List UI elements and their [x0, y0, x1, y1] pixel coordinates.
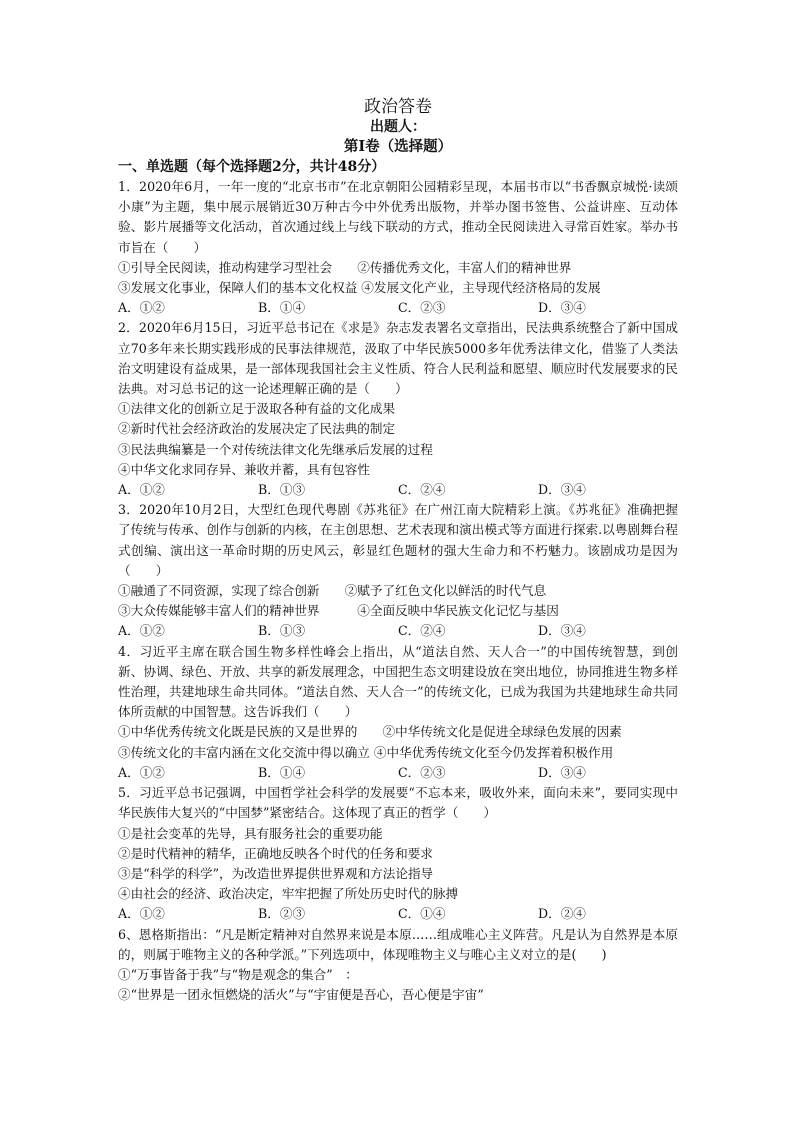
- exam-page: [118, 96, 678, 1005]
- option-a: A．①②: [118, 623, 165, 639]
- answer-options: [118, 904, 678, 924]
- option-c: C．①④: [398, 906, 446, 922]
- question-stem: 4．习近平主席在联合国生物多样性峰会上指出，从“道法自然、天人合一”的中国传统智慧，到创新、协调、绿色、开放、共享的新发展理念，中国把生态文明建设放在突出地位，协同推进生物多样性治理，共建地球生命共同体。“道法自然、天人合一”的传统文化，已成为我国为共建地球生命共同体所贡献的中国智慧。这告诉我们（ ）: [118, 643, 678, 720]
- option-d: D．③④: [538, 623, 586, 639]
- question-stem: 5．习近平总书记强调，中国哲学社会科学的发展要“不忘本来，吸收外来，面向未来”，要同实现中华民族伟大复兴的“中国梦”紧密结合。这体现了真正的哲学（ ）: [118, 785, 678, 821]
- answer-options: [118, 298, 678, 318]
- option-a: A．①②: [118, 300, 165, 316]
- volume-heading: 第Ⅰ卷（选择题）: [343, 138, 453, 155]
- question-4: [118, 642, 678, 783]
- section-heading: 一、单选题（每个选择题2分，共计48分）: [118, 159, 386, 175]
- option-a: A．①②: [118, 764, 165, 780]
- option-c: C．②③: [398, 764, 446, 780]
- statement-line: ①引导全民阅读，推动构建学习型社会 ②传播优秀文化，丰富人们的精神世界: [118, 259, 572, 275]
- question-1: [118, 177, 678, 318]
- option-b: B．①③: [258, 482, 306, 498]
- statement-line: ③是“科学的科学”，为改造世界提供世界观和方法论指导: [118, 865, 434, 881]
- option-a: A．①②: [118, 906, 165, 922]
- answer-options: [118, 480, 678, 500]
- question-6: [118, 925, 678, 1006]
- option-d: D．②④: [538, 906, 586, 922]
- statement-line: ③发展文化事业，保障人们的基本文化权益 ④发展文化产业，主导现代经济格局的发展: [118, 280, 601, 296]
- option-d: D．③④: [538, 764, 586, 780]
- option-c: C．②④: [398, 623, 446, 639]
- option-b: B．②③: [258, 906, 306, 922]
- answer-options: [118, 621, 678, 641]
- statement-line: ②新时代社会经济政治的发展决定了民法典的制定: [118, 421, 396, 437]
- question-3: [118, 500, 678, 641]
- option-d: D．③④: [538, 482, 586, 498]
- statement-line: ④中华文化求同存异、兼收并蓄，具有包容性: [118, 461, 370, 477]
- option-b: B．①④: [258, 764, 306, 780]
- question-stem: 3．2020年10月2日，大型红色现代粤剧《苏兆征》在广州江南大院精彩上演。《苏兆征》准确把握了传统与传承、创作与创新的内核，在主创思想、艺术表现和演出模式等方面进行探索.以粤剧舞台程式创编、演出这一革命时期的历史风云，彰显红色题材的强大生命力和不朽魅力。该剧成功是因为（ ）: [118, 502, 678, 578]
- question-stem: 6、恩格斯指出：“凡是断定精神对自然界来说是本原……组成唯心主义阵营。凡是认为自然界是本原的，则属于唯物主义的各种学派。”下列选项中，体现唯物主义与唯心主义对立的是( ): [118, 926, 678, 962]
- question-stem: 2．2020年6月15日，习近平总书记在《求是》杂志发表署名文章指出，民法典系统整合了新中国成立70多年来长期实践形成的民事法律规范，汲取了中华民族5000多年优秀法律文化，借鉴了人类法治文明建设有益成果，是一部体现我国社会主义性质、符合人民利益和愿望、顺应时代发展要求的民法典。对习总书记的这一论述理解正确的是（ ）: [118, 320, 678, 397]
- statement-line: ③大众传媒能够丰富人们的精神世界 ④全面反映中华民族文化记忆与基因: [118, 603, 559, 619]
- statement-line: ②“世界是一团永恒燃烧的活火”与“宇宙便是吾心，吾心便是宇宙”: [118, 987, 484, 1003]
- statement-line: ①法律文化的创新立足于汲取各种有益的文化成果: [118, 401, 396, 417]
- answer-options: [118, 763, 678, 783]
- question-2: [118, 318, 678, 500]
- option-b: B．①④: [258, 300, 306, 316]
- statement-line: ③传统文化的丰富内涵在文化交流中得以确立 ④中华优秀传统文化至今仍发挥着积极作用: [118, 744, 614, 760]
- author-line: 出题人：: [370, 119, 426, 135]
- statement-line: ④由社会的经济、政治决定，牢牢把握了所处历史时代的脉搏: [118, 886, 459, 902]
- option-d: D．③④: [538, 300, 586, 316]
- question-stem: 1．2020年6月，一年一度的“北京书市”在北京朝阳公园精彩呈现，本届书市以“书香飘京城悦·读颂小康”为主题，集中展示展销近30万种古今中外优秀出版物，并举办图书签售、公益讲座、互动体验、影片展播等文化活动，首次通过线上与线下联动的方式，推动全民阅读进入寻常百姓家。举办书市旨在（ ）: [118, 179, 678, 255]
- statement-line: ①融通了不同资源，实现了综合创新 ②赋予了红色文化以鲜活的时代气息: [118, 583, 547, 599]
- question-5: [118, 783, 678, 924]
- statement-line: ①中华优秀传统文化既是民族的又是世界的 ②中华传统文化是促进全球绿色发展的因素: [118, 724, 622, 740]
- statement-line: ①“万事皆备于我”与“物是观念的集合” ：: [118, 966, 358, 982]
- statement-line: ②是时代精神的精华，正确地反映各个时代的任务和要求: [118, 845, 433, 861]
- option-c: C．②④: [398, 482, 446, 498]
- option-c: C．②③: [398, 300, 446, 316]
- statement-line: ③民法典编纂是一个对传统法律文化先继承后发展的过程: [118, 441, 433, 457]
- page-title: 政治答卷: [364, 97, 432, 117]
- option-a: A．①②: [118, 482, 165, 498]
- statement-line: ①是社会变革的先导，具有服务社会的重要功能: [118, 825, 383, 841]
- option-b: B．①③: [258, 623, 306, 639]
